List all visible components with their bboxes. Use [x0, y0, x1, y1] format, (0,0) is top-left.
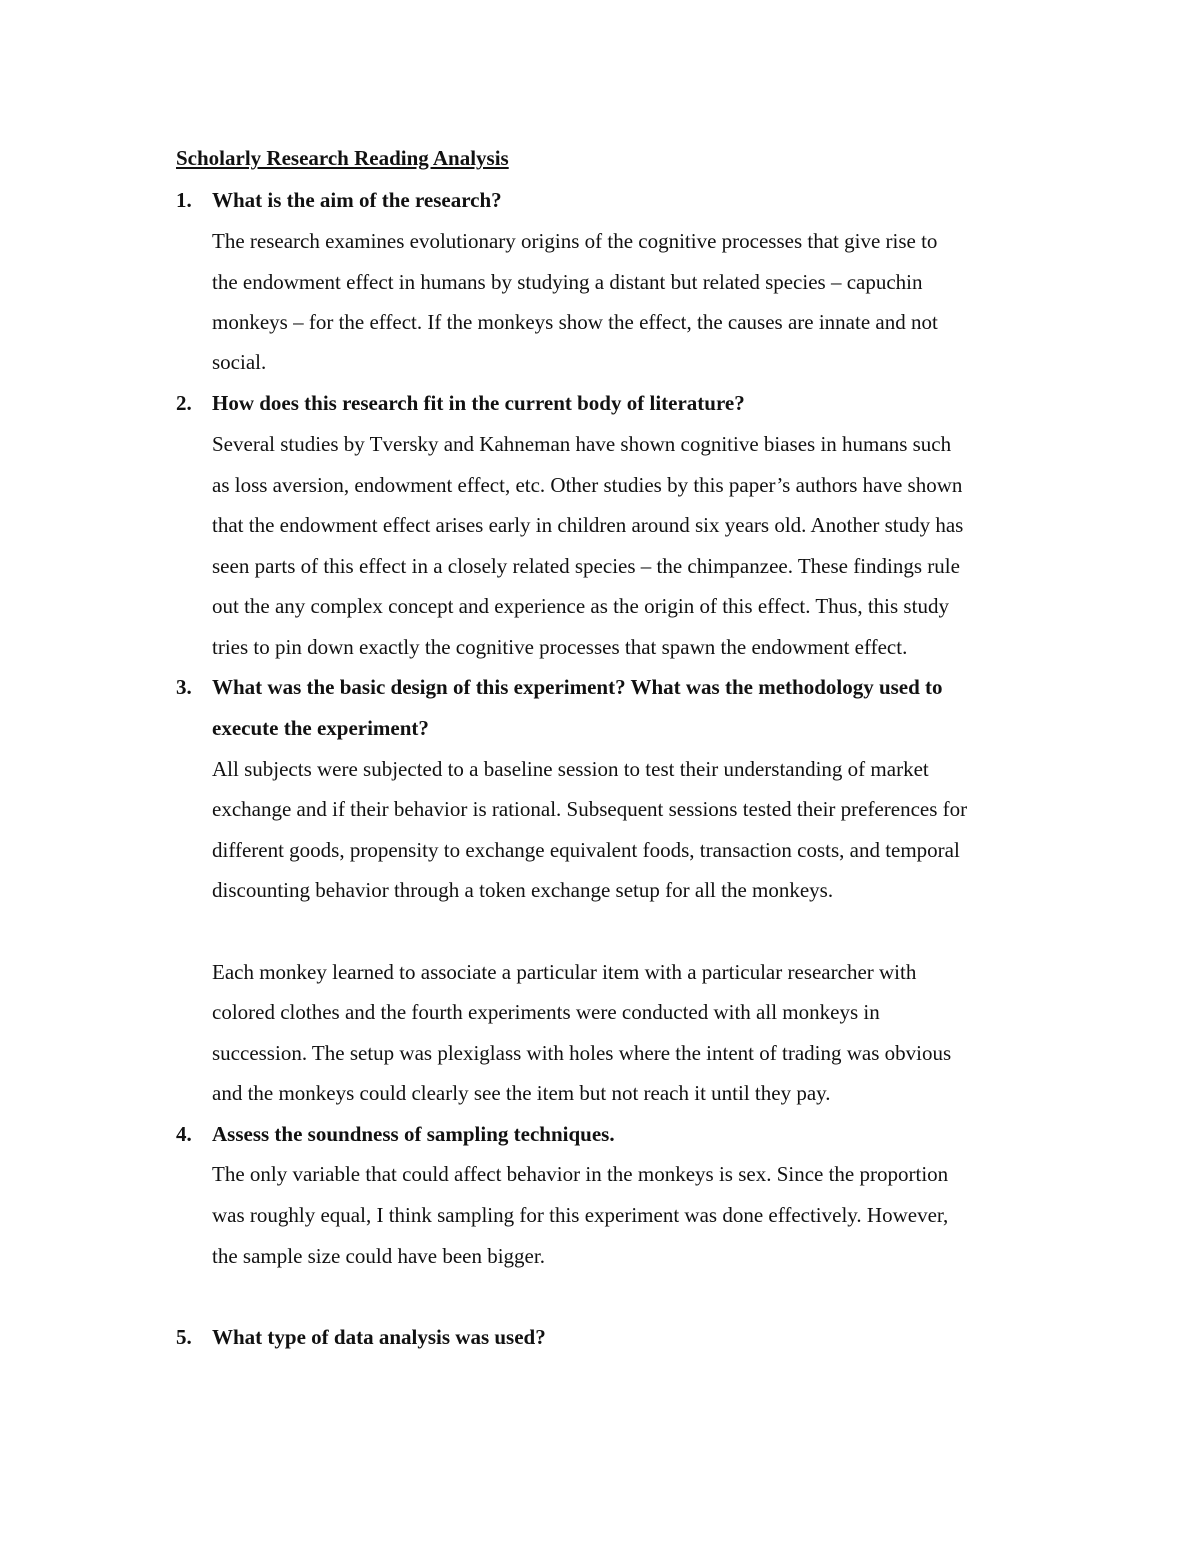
question-number-5: 5. [176, 1325, 192, 1349]
answer-2-line: seen parts of this effect in a closely related species – the chimpanzee. These findings rule [212, 554, 960, 578]
answer-3-line: exchange and if their behavior is rational. Subsequent sessions tested their preferences for [212, 797, 968, 821]
answer-1-line: The research examines evolutionary origins of the cognitive processes that give rise to [212, 229, 938, 253]
answer-2-line: tries to pin down exactly the cognitive processes that spawn the endowment effect. [212, 635, 908, 659]
answer-3-paragraph-2-line: succession. The setup was plexiglass with holes where the intent of trading was obvious [212, 1041, 952, 1065]
question-number-2: 2. [176, 391, 192, 415]
answer-3-paragraph-2-line: Each monkey learned to associate a particular item with a particular researcher with [212, 960, 917, 984]
answer-1-line: social. [212, 350, 267, 374]
question-3-line: execute the experiment? [212, 716, 429, 740]
question-3-line: What was the basic design of this experiment? What was the methodology used to [212, 675, 943, 699]
answer-2-line: as loss aversion, endowment effect, etc. Other studies by this paper’s authors have shown [212, 473, 963, 497]
answer-3-line: different goods, propensity to exchange equivalent foods, transaction costs, and temporal [212, 838, 960, 862]
question-number-3: 3. [176, 675, 192, 699]
question-2: How does this research fit in the current body of literature? [212, 391, 745, 415]
answer-3-line: All subjects were subjected to a baseline session to test their understanding of market [212, 757, 929, 781]
answer-4-line: The only variable that could affect behavior in the monkeys is sex. Since the proportion [212, 1162, 949, 1186]
answer-1-line: monkeys – for the effect. If the monkeys show the effect, the causes are innate and not [212, 310, 938, 334]
answer-3-paragraph-2-line: and the monkeys could clearly see the item but not reach it until they pay. [212, 1081, 831, 1105]
answer-2-line: Several studies by Tversky and Kahneman have shown cognitive biases in humans such [212, 432, 952, 456]
answer-3-paragraph-2-line: colored clothes and the fourth experiments were conducted with all monkeys in [212, 1000, 880, 1024]
question-number-1: 1. [176, 188, 192, 212]
question-4: Assess the soundness of sampling techniques. [212, 1122, 615, 1146]
answer-3-line: discounting behavior through a token exchange setup for all the monkeys. [212, 878, 834, 902]
question-1: What is the aim of the research? [212, 188, 502, 212]
answer-4-line: the sample size could have been bigger. [212, 1244, 545, 1268]
answer-1-line: the endowment effect in humans by studying a distant but related species – capuchin [212, 270, 923, 294]
question-5: What type of data analysis was used? [212, 1325, 546, 1349]
answer-2-line: out the any complex concept and experience as the origin of this effect. Thus, this study [212, 594, 949, 618]
document-title: Scholarly Research Reading Analysis [176, 146, 509, 170]
answer-4-line: was roughly equal, I think sampling for this experiment was done effectively. However, [212, 1203, 949, 1227]
question-number-4: 4. [176, 1122, 192, 1146]
answer-2-line: that the endowment effect arises early in children around six years old. Another study has [212, 513, 964, 537]
